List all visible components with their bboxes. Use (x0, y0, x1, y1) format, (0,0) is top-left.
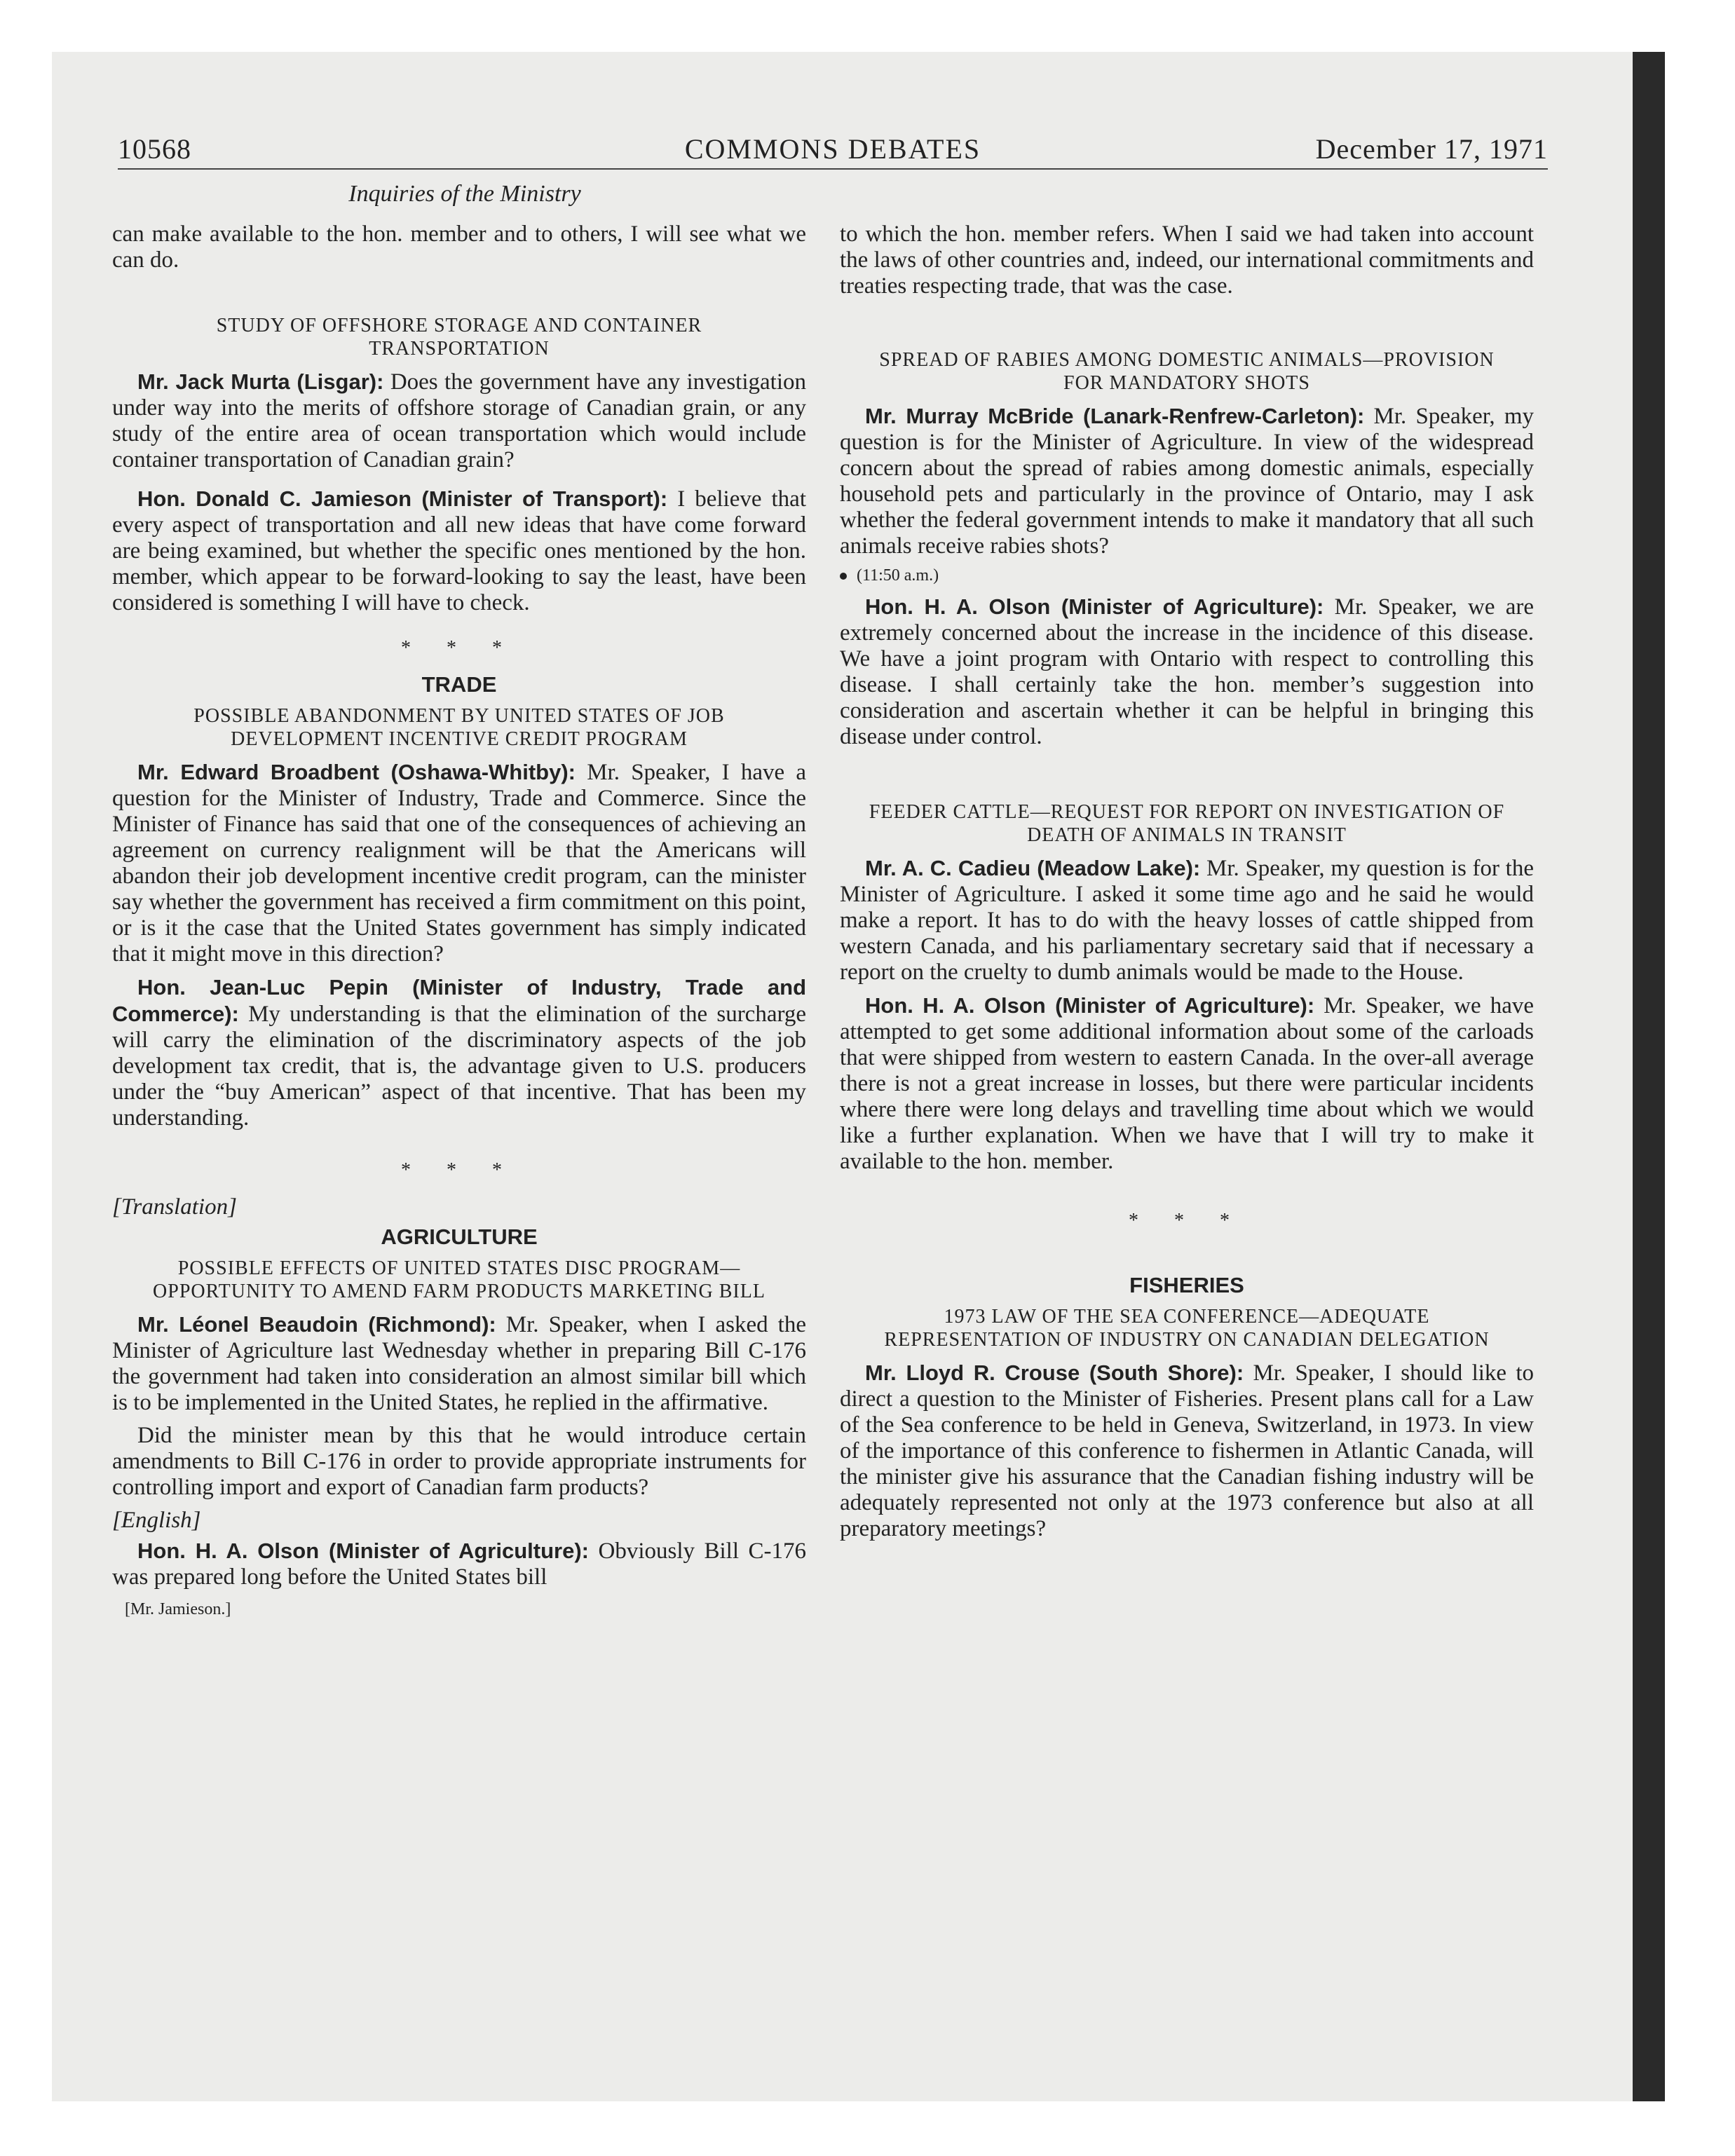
speech-paragraph (840, 594, 1534, 750)
speaker-name: Mr. Murray McBride (Lanark-Renfrew-Carleton): (865, 404, 1365, 428)
page-footer: [Mr. Jamieson.] (125, 1600, 231, 1618)
topic-heading: AGRICULTURE (381, 1224, 538, 1249)
topic-heading: TRADE (421, 672, 497, 697)
speech-paragraph (112, 486, 806, 616)
speech-text: My understanding is that the elimination of the surcharge will carry the elimination of the discriminatory aspects of the job development tax credit, that is, the advantage given to U.S. producers under the “buy American” aspect of that incentive. That has been my understanding. (112, 1002, 807, 1131)
timestamp-text: (11:50 a.m.) (857, 566, 939, 585)
bullet-icon (840, 573, 847, 580)
section-separator: * * * (401, 1159, 517, 1181)
speech-paragraph (112, 759, 806, 967)
speech-paragraph (840, 403, 1534, 559)
speech-text: Mr. Speaker, my question is for the Minister of Agriculture. I asked it some time ago and he said he would make a report. It has to do with the heavy losses of cattle shipped from western Canada, and his parliamentary secretary said that if necessary a report on the cruelty to dumb animals would be made to the House. (840, 856, 1534, 985)
timestamp (840, 566, 1534, 585)
speech-paragraph: Did the minister mean by this that he would introduce certain amendments to Bill C-176 in order to provide appropriate instruments for controlling import and export of Canadian farm products? (112, 1423, 806, 1500)
speaker-name: Mr. Léonel Beaudoin (Richmond): (137, 1312, 496, 1337)
speaker-name: Hon. Donald C. Jamieson (Minister of Transport): (137, 486, 668, 511)
page-number: 10568 (118, 133, 191, 165)
speech-text: Mr. Speaker, my question is for the Minister of Agriculture. In view of the widespread concern about the spread of rabies among domestic animals, especially household pets and particularly in the province of Ontario, may I ask whether the federal government intends to make it mandatory that all such animals receive rabies shots? (840, 404, 1534, 559)
speech-text: Mr. Speaker, we are extremely concerned about the increase in the incidence of this disease. We have a joint program with Ontario with respect to controlling this disease. I shall certainly take the hon. member’s suggestion into consideration and ascertain whether it can be helpful in bringing this disease under control. (840, 594, 1535, 749)
publication-title: COMMONS DEBATES (684, 133, 981, 165)
subject-heading: SPREAD OF RABIES AMONG DOMESTIC ANIMALS—PROVISION FOR MANDATORY SHOTS (879, 349, 1495, 394)
speaker-name: Mr. A. C. Cadieu (Meadow Lake): (865, 856, 1201, 880)
speech-text: Mr. Speaker, I have a question for the Minister of Industry, Trade and Commerce. Since the Minister of Finance has said that one of the consequences of achieving an agreement on currency realignment will be that the Americans will abandon their job development incentive credit program, can the minister say whether the government has received a firm commitment on this point, or is it the case that the United States government has simply indicated that it might move in this direction? (112, 760, 806, 967)
speech-paragraph (112, 1311, 806, 1416)
speech-text: Mr. Speaker, I should like to direct a question to the Minister of Fisheries. Present plans call for a Law of the Sea conference to be held in Geneva, Switzerland, in 1973. In view of the importance of this conference to fishermen in Atlantic Canada, will the minister give his assurance that the Canadian fishing industry will be adequately represented not only at the 1973 conference but also at all preparatory meetings? (840, 1360, 1535, 1541)
section-separator: * * * (1129, 1210, 1245, 1231)
language-marker: [English] (112, 1508, 201, 1533)
language-marker: [Translation] (112, 1194, 237, 1220)
subject-heading: 1973 LAW OF THE SEA CONFERENCE—ADEQUATE REPRESENTATION OF INDUSTRY ON CANADIAN DELEGATION (884, 1306, 1490, 1351)
subject-heading: STUDY OF OFFSHORE STORAGE AND CONTAINER TRANSPORTATION (216, 315, 702, 360)
speech-text: Mr. Speaker, when I asked the Minister of Agriculture last Wednesday whether in preparing Bill C-176 the government had taken into consideration an almost similar bill which is to be implemented in the United States, he replied in the affirmative. (112, 1312, 806, 1415)
speech-text: Obviously Bill C-176 was prepared long before the United States bill (112, 1538, 806, 1590)
left-column (112, 221, 806, 1619)
right-column (840, 221, 1534, 1549)
speaker-name: Hon. H. A. Olson (Minister of Agriculture): (865, 594, 1324, 619)
speaker-name: Mr. Jack Murta (Lisgar): (137, 369, 384, 394)
speaker-name: Hon. H. A. Olson (Minister of Agriculture): (865, 993, 1315, 1018)
speech-paragraph (840, 1360, 1534, 1542)
continued-paragraph: can make available to the hon. member and to others, I will see what we can do. (112, 221, 806, 273)
speaker-name: Mr. Edward Broadbent (Oshawa-Whitby): (137, 760, 576, 784)
speaker-name: Mr. Lloyd R. Crouse (South Shore): (865, 1360, 1244, 1385)
speech-paragraph (112, 974, 806, 1131)
topic-heading: FISHERIES (1129, 1273, 1244, 1297)
subject-heading: FEEDER CATTLE—REQUEST FOR REPORT ON INVESTIGATION OF DEATH OF ANIMALS IN TRANSIT (869, 801, 1505, 846)
speaker-name: Hon. Jean-Luc Pepin (Minister of Industry, Trade and Commerce): (112, 975, 806, 1026)
speech-text: Mr. Speaker, we have attempted to get some additional information about some of the carloads that were shipped from western to eastern Canada. In the over-all average there is not a great increase in losses, but there were particular incidents where there were long delays and travelling time about which we would like a further explanation. When we have that I will try to make it available to the hon. member. (840, 993, 1534, 1174)
section-running-head: Inquiries of the Ministry (348, 181, 581, 207)
publication-date: December 17, 1971 (1315, 133, 1548, 165)
speech-paragraph (840, 992, 1534, 1175)
speaker-name: Hon. H. A. Olson (Minister of Agriculture): (137, 1538, 589, 1563)
speech-text: I believe that every aspect of transportation and all new ideas that have come forward are being examined, but whether the specific ones mentioned by the hon. member, which appear to be forward-looking to say the least, have been considered is something I will have to check. (112, 486, 806, 615)
continued-paragraph: to which the hon. member refers. When I said we had taken into account the laws of other countries and, indeed, our international commitments and treaties respecting trade, that was the case. (840, 221, 1534, 299)
section-separator: * * * (401, 637, 517, 659)
speech-paragraph (112, 369, 806, 473)
subject-heading: POSSIBLE EFFECTS OF UNITED STATES DISC PROGRAM—OPPORTUNITY TO AMEND FARM PRODUCTS MARKETING BILL (153, 1257, 766, 1302)
scan-edge-shadow (1633, 52, 1665, 2101)
speech-paragraph (840, 855, 1534, 985)
subject-heading: POSSIBLE ABANDONMENT BY UNITED STATES OF JOB DEVELOPMENT INCENTIVE CREDIT PROGRAM (193, 705, 725, 750)
speech-text: Does the government have any investigation under way into the merits of offshore storage of Canadian grain, or any study of the entire area of ocean transportation which would include container transportation of Canadian grain? (112, 369, 806, 472)
page-header (118, 135, 1548, 170)
speech-paragraph (112, 1538, 806, 1590)
